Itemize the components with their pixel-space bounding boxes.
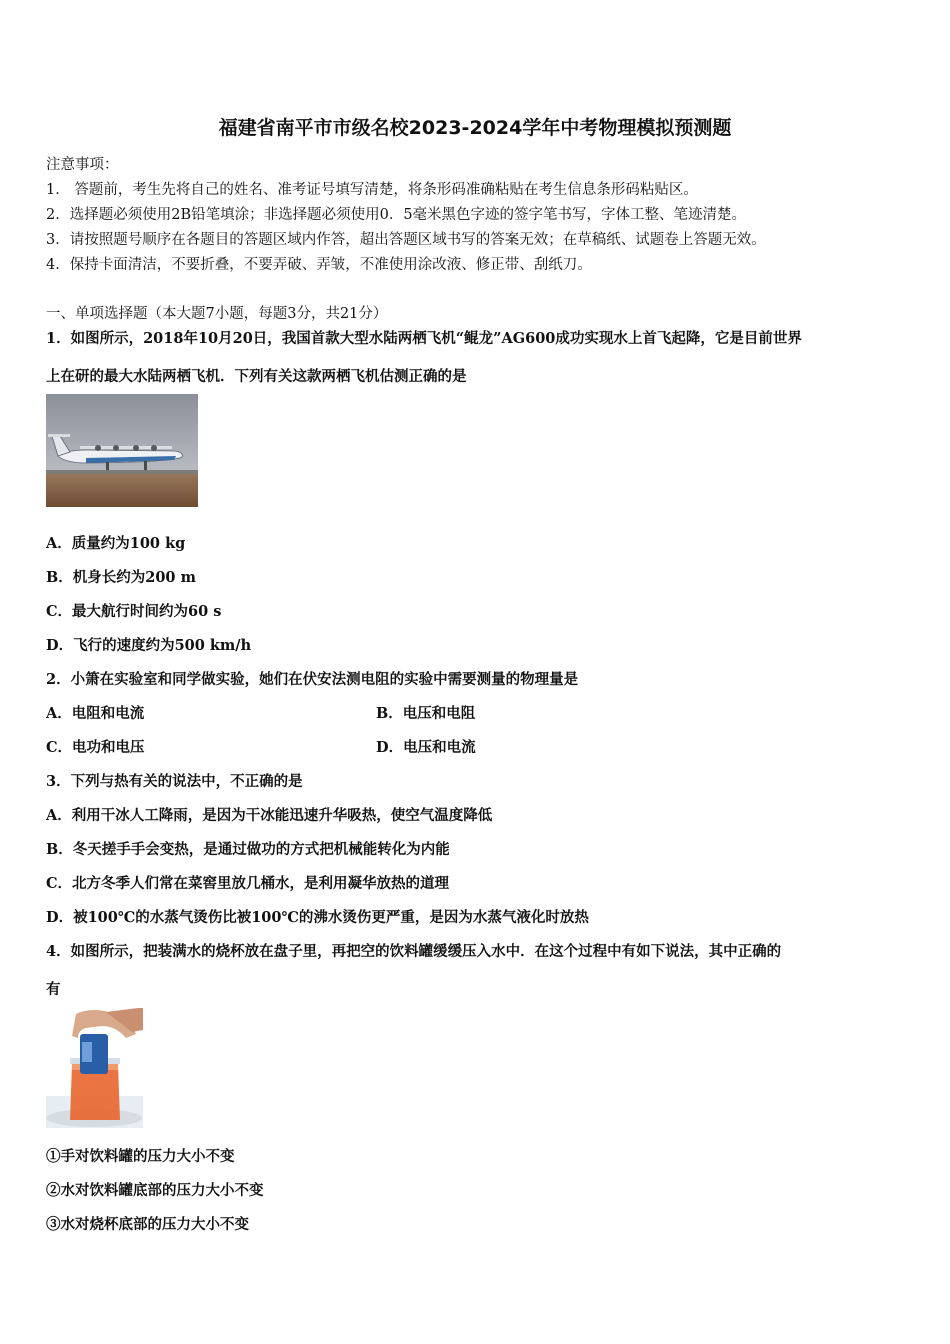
question-1-stem-cont: 上在研的最大水陆两栖飞机．下列有关这款两栖飞机估测正确的是 bbox=[46, 368, 467, 385]
notice-item: 2．选择题必须使用2B铅笔填涂；非选择题必须使用0．5毫米黑色字迹的签字笔书写，字体工整、笔迹清楚。 bbox=[46, 207, 747, 223]
question-1-option-a: A．质量约为100 kg bbox=[46, 535, 186, 552]
question-1-option-b: B．机身长约为200 m bbox=[46, 569, 196, 586]
question-4-stem-cont: 有 bbox=[46, 981, 61, 998]
question-1-option-d: D．飞行的速度约为500 km/h bbox=[46, 637, 252, 654]
question-2-option-b: B．电压和电阻 bbox=[376, 705, 476, 722]
notice-item: 1． 答题前，考生先将自己的姓名、准考证号填写清楚，将条形码准确粘贴在考生信息条形码粘贴区。 bbox=[46, 182, 698, 198]
notice-item: 3．请按照题号顺序在各题目的答题区域内作答，超出答题区域书写的答案无效；在草稿纸、试题卷上答题无效。 bbox=[46, 232, 766, 248]
question-3-stem: 3．下列与热有关的说法中，不正确的是 bbox=[46, 773, 303, 790]
question-3-option-a: A．利用干冰人工降雨，是因为干冰能迅速升华吸热，使空气温度降低 bbox=[46, 807, 493, 824]
question-4-statement-1: ①手对饮料罐的压力大小不变 bbox=[46, 1148, 235, 1165]
notice-heading: 注意事项： bbox=[46, 157, 119, 173]
question-2-option-a: A．电阻和电流 bbox=[46, 705, 145, 722]
page-title: 福建省南平市市级名校2023-2024学年中考物理模拟预测题 bbox=[218, 117, 732, 139]
question-4-stem: 4．如图所示，把装满水的烧杯放在盘子里，再把空的饮料罐缓缓压入水中．在这个过程中有如下说法，其中正确的 bbox=[46, 943, 782, 960]
question-3-option-d: D．被100℃的水蒸气烫伤比被100℃的沸水烫伤更严重，是因为水蒸气液化时放热 bbox=[46, 909, 589, 926]
question-2-option-c: C．电功和电压 bbox=[46, 739, 145, 756]
question-3-option-c: C．北方冬季人们常在菜窖里放几桶水，是利用凝华放热的道理 bbox=[46, 875, 450, 892]
section-heading: 一、单项选择题（本大题7小题，每题3分，共21分） bbox=[46, 306, 388, 322]
question-2-stem: 2．小箫在实验室和同学做实验，她们在伏安法测电阻的实验中需要测量的物理量是 bbox=[46, 671, 579, 688]
question-4-statement-2: ②水对饮料罐底部的压力大小不变 bbox=[46, 1182, 264, 1199]
notice-item: 4．保持卡面清洁，不要折叠，不要弄破、弄皱，不准使用涂改液、修正带、刮纸刀。 bbox=[46, 257, 592, 273]
question-2-option-d: D．电压和电流 bbox=[376, 739, 476, 756]
question-1-stem: 1．如图所示，2018年10月20日，我国首款大型水陆两栖飞机“鲲龙”AG600成功实现水上首飞起降，它是目前世界 bbox=[46, 330, 802, 347]
question-4-statement-3: ③水对烧杯底部的压力大小不变 bbox=[46, 1216, 249, 1233]
question-3-option-b: B．冬天搓手手会变热，是通过做功的方式把机械能转化为内能 bbox=[46, 841, 450, 858]
beaker-can-photo bbox=[46, 1008, 143, 1128]
question-1-option-c: C．最大航行时间约为60 s bbox=[46, 603, 222, 620]
amphibious-plane-photo bbox=[46, 394, 198, 507]
